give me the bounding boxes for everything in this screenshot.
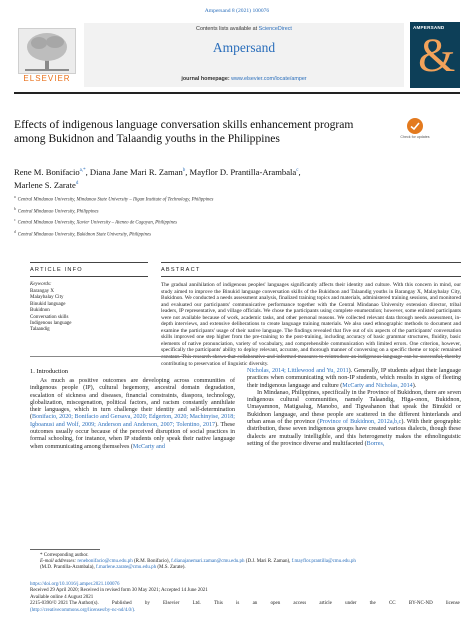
author-marks[interactable]: c xyxy=(296,168,299,173)
article-info-heading: ARTICLE INFO xyxy=(30,267,83,273)
cover-title: AMPERSAND xyxy=(413,25,445,30)
received-dates: Received 29 April 2020; Received in revised form 30 May 2021; Accepted 14 June 2021 xyxy=(30,588,208,594)
article-info-rule-bottom xyxy=(30,276,148,277)
abstract-end-rule xyxy=(30,356,461,357)
keyword-item: Barangay X xyxy=(30,289,55,294)
header-rule xyxy=(14,92,460,94)
keywords-label: Keywords: xyxy=(30,282,52,287)
license-url[interactable]: (http://creativecommons.org/licenses/by-nc-nd/4.0/). xyxy=(30,607,136,613)
keyword-item: Bukidnon xyxy=(30,308,50,314)
introduction-heading: 1. Introduction xyxy=(30,368,68,375)
author-marks[interactable]: b xyxy=(182,168,186,173)
citation-link[interactable]: Province of Bukidnon, 2012a,b,c xyxy=(319,419,402,426)
cover-ampersand-glyph: & xyxy=(418,29,456,82)
email-link[interactable]: renebonifacio@cmu.edu.ph xyxy=(77,559,133,565)
paragraph: In Mindanao, Philippines, specifically in the Province of Bukidnon, there are seven indigenous cultural communities, namely Talaandig, Higa-onon, Bukidnon, Umayamnon, Matigsalug, Manobo, and Tigwahanon that speak the Binukid or Bukidnon language, and these people are scattered in the different hinterlands and urban areas of the province (Province of Bukidnon, 2012a,b,c). With their geographic distribution, these seven indigenous groups have created various dialects, though these dialects are mutually intelligible, and this heterogeneity makes the ethnolinguistic setting of the province diverse and multifaceted (Borres, xyxy=(247,389,461,447)
abstract-text: The gradual annihilation of indigenous peoples' languages significantly affects their identity and culture. With this concern in mind, our study aimed to improve the Binukid language conversation skills of the Bukidnon and Talaandig youths in Barangay X, Malaybalay City, Bukidnon. We conducted a needs assessment analysis, finalized training topics and materials, administered training sessions, and monitored and evaluated our participants' communicative performance together with the Central Mindanao University extension director, tribal leaders, IP representative, and village officials. We chose the participants using complete enumeration; however, some enlisted participants were not available because of work, academic tasks, and other personal reasons. We collected relevant data through needs assessment, in-depth interviews, and extensive deliberations to create language training materials. We also used ethnographic methods to document and examine the participants' usage of their native language. The findings revealed that five out of six aspects of the participants' conversation skills improved one step higher from the pre-training to the post-training, including accuracy of basic grammar structures, fluidity, basic elements of native pronunciation, variety of vocabulary, and comprehensible communication with limited errors. One criterion, however, specifically the participants' ability to deploy relevant, accurate, and thorough manner of conversing on a specific theme or topic remained constant. This research shows that collaborative and informed measures to reintroduce an indigenous language can be successful, thereby contributing to preservation of linguistic diversity. xyxy=(161,282,461,367)
keyword-item: Conversation skills xyxy=(30,314,69,320)
contents-available-line: Contents lists available at ScienceDirect xyxy=(196,26,292,32)
author-marks[interactable]: a,* xyxy=(79,168,86,173)
journal-name: Ampersand xyxy=(212,40,276,55)
abstract-rule-bottom xyxy=(161,276,461,277)
email-addresses: E-mail addresses: renebonifacio@cmu.edu.ph (R.M. Bonifacio), f.dianajanemari.zaman@cmu.edu.ph (D.J. Mari R. Zaman), f.mayflor.prantilla@cmu.edu.ph (M.D. Prantilla-Arambala), f.marlene.zarate@cmu.edu.ph (M.S. Zarate). xyxy=(40,559,356,571)
affiliation-list xyxy=(14,193,454,239)
journal-cover-image xyxy=(410,22,460,88)
author-name: Marlene S. Zarate xyxy=(14,179,76,190)
abstract-rule-top xyxy=(161,262,461,263)
journal-homepage-line: journal homepage: www.elsevier.com/locate/amper xyxy=(181,76,307,82)
keyword-item: Malaybalay City xyxy=(30,295,64,301)
introduction-left-column xyxy=(30,378,235,451)
paragraph: Nicholas, 2014; Littlewood and Yu, 2011). Generally, IP students adjust their language practices when communicating with non-IP students, which results in signs of fleeting their indigenous language and culture (McCarty and Nicholas, 2014). xyxy=(247,368,461,389)
keyword-item: Indigenous language xyxy=(30,321,72,327)
top-citation[interactable]: Ampersand 8 (2021) 100076 xyxy=(204,8,270,14)
citation-link[interactable]: McCarty and xyxy=(132,443,165,450)
author-marks[interactable]: d xyxy=(75,180,79,186)
introduction-right-column xyxy=(247,368,461,448)
journal-homepage-link[interactable]: www.elsevier.com/locate/amper xyxy=(231,76,307,82)
abstract-heading: ABSTRACT xyxy=(161,267,201,273)
check-for-updates-badge[interactable] xyxy=(400,118,430,144)
doi-link[interactable]: https://doi.org/10.1016/j.amper.2021.100076 xyxy=(30,582,120,587)
corresponding-author-note: * Corresponding author. xyxy=(40,553,89,558)
footnote-rule xyxy=(30,549,100,550)
author-name: Diana Jane Mari R. Zaman xyxy=(89,166,183,177)
affiliation-item: $^c$Central Mindanao University, Xavier University – Ateneo de Cagayan, Philippines xyxy=(14,218,177,226)
affiliation-item: $^a$Central Mindanao University, Mindanao State University – Iligan Institute of Technology, Philippines xyxy=(14,195,214,203)
email-link[interactable]: f.mayflor.prantilla@cmu.edu.ph xyxy=(291,559,356,565)
citation-link[interactable]: Bonifacio, 2020; Bonifacio and Gersava, 2020; Edgerton, 2020; Machinyise, 2018; Igboanusi and Wolf, 2009; Anderson and Anderson, 2007; Tolentino, 2017 xyxy=(30,414,235,428)
keyword-item: Talaandig xyxy=(30,327,50,333)
affiliation-item: $^d$Central Mindanao University, Bukidnon State University, Philippines xyxy=(14,229,152,238)
author-name: Mayflor D. Prantilla-Arambala xyxy=(189,166,297,177)
citation-link[interactable]: Borres, xyxy=(366,440,385,447)
license-line: 2215-0390/© 2021 The Author(s). Published by Elsevier Ltd. This is an open access article under the CC BY-NC-ND license xyxy=(30,601,460,607)
article-title: Effects of indigenous language conversation skills enhancement program among Bukidnon and Talaandig youths in the Philippines xyxy=(14,118,354,145)
email-link[interactable]: f.dianajanemari.zaman@cmu.edu.ph xyxy=(171,559,245,565)
elsevier-tree-logo-icon xyxy=(18,28,76,74)
author-name: Rene M. Bonifacio xyxy=(14,166,80,177)
publication-info xyxy=(30,582,460,614)
citation-link[interactable]: McCarty and Nicholas, 2014 xyxy=(342,382,413,389)
affiliation-item: $^b$Central Mindanao University, Philippines xyxy=(14,206,99,215)
available-online: Available online 4 August 2021 xyxy=(30,594,94,600)
footnotes xyxy=(30,553,460,572)
elsevier-wordmark: ELSEVIER xyxy=(23,74,71,83)
keyword-list xyxy=(30,289,72,334)
check-updates-icon xyxy=(407,118,423,134)
citation-link[interactable]: Nicholas, 2014; Littlewood and Yu, 2011 xyxy=(247,368,349,374)
check-updates-label: Check for updates xyxy=(400,135,430,139)
paragraph: As much as positive outcomes are developing across communities of indigenous people (IP), cultural hegemony, ancestral domain degradation, escalation of sickness and diseases, financial constraints, diaspora, technology, globalization, miscegenation, political factors, and racism constantly annihilate their languages, which in turn challenge their identity and self-determination (Bonifacio, 2020; Bonifacio and Gersava, 2020; Edgerton, 2020; Machinyise, 2018; Igboanusi and Wolf, 2009; Anderson and Anderson, 2007; Tolentino, 2017). These outcomes usually occur because of the perceived disruption of social practices in formal schooling, for instance, when IP students only speak their native language when communicating among themselves (McCarty and xyxy=(30,378,235,450)
keyword-item: Binukid language xyxy=(30,301,66,307)
email-link[interactable]: f.marlene.zarate@cmu.edu.ph xyxy=(95,565,157,571)
article-info-rule-top xyxy=(30,262,148,263)
sciencedirect-link[interactable]: ScienceDirect xyxy=(258,26,292,32)
author-list: Rene M. Bonifacio$^{a,*}$, Diana Jane Mari R. Zaman$^b$, Mayflor D. Prantilla-Arambala$^c$, Marlene S. Zarate$^d$ xyxy=(14,166,301,190)
